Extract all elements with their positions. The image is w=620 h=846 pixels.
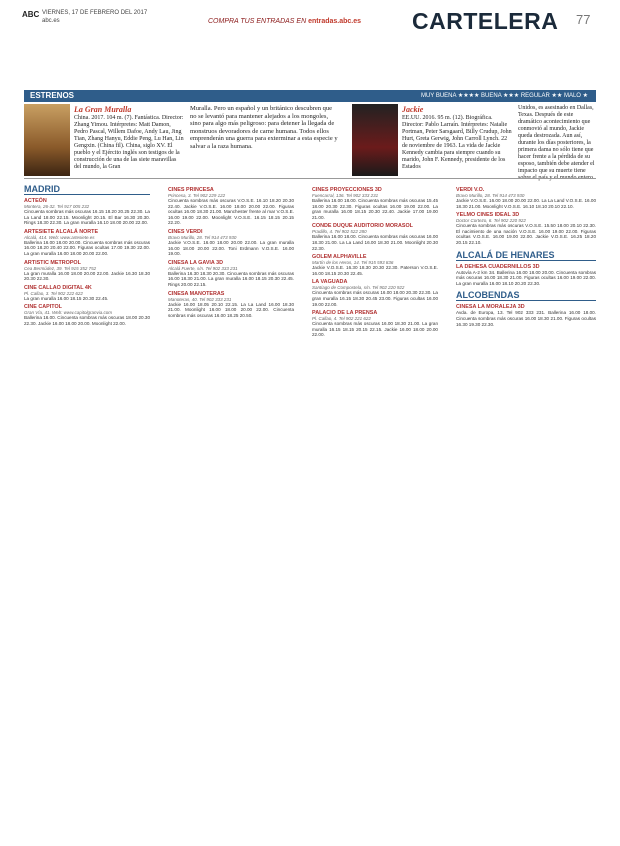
cinema-name: VERDI V.O. bbox=[456, 187, 485, 193]
film-blurb-1: Muralla. Pero un español y un británico descubren que no se levantó para mantener alejados a los mongoles, sino para algo más peligroso: para detener la llegada de monstruos devoradores de carne humana. Todos ellos emprenderán una guerra para exterminar a esta especie y salvar a la raza humana. bbox=[190, 105, 338, 150]
cinema-name: ARTESIETE ALCALÁ NORTE bbox=[24, 228, 99, 235]
film-title: Jackie bbox=[402, 105, 424, 114]
cinema-name: CINESA LA GAVIA 3D bbox=[168, 259, 224, 266]
film-card-1 bbox=[74, 105, 184, 171]
showtimes: Jackie V.O.S.E. 16.00 18.00 20.00 22.00. La gran muralla 16.00 18.00 20.00 22.00. Toni Erdmann V.O.S.E. 16.00 19.00. bbox=[168, 239, 294, 257]
cinema-address: Santiago de Compostela, s/n. Tel 902 220 922 bbox=[312, 285, 405, 291]
issue-date: VIERNES, 17 DE FEBRERO DEL 2017 bbox=[42, 10, 148, 16]
listing-column-2 bbox=[168, 184, 294, 318]
showtimes: Cincuenta sombras más oscuras V.O.S.E. 15.50 18.00 20.10 22.30. El nacimiento de una nación V.O.S.E. 16.00 19.00 22.00. Figuras ocultas V.O.S.E. 16.00 19.00 22.00. Jackie V.O.S.E. 16.25 18.20 20.15 22.10. bbox=[456, 223, 596, 245]
cinema-name: CINESA LA MORALEJA 3D bbox=[456, 304, 525, 311]
premieres-label: ESTRENOS bbox=[30, 91, 75, 100]
cinema-name: CINES PRINCESA bbox=[168, 187, 214, 193]
cinema-name: CINESA MANOTERAS bbox=[168, 290, 225, 297]
film-info: China. 2017. 104 m. (7). Fantástica. Director: Zhang Yimou. Intérpretes: Matt Damon, Pedro Pascal, Willem Dafoe, Andy Lau, Jing Tian, Zhang Hanyu, Eddie Peng, Lu Han, Lin Gengxin. (China fil). China, siglo XV. El pueblo y el Ejército inglés son testigos de la construcción de una de las siete maravillas del mundo, la Gran bbox=[74, 115, 184, 170]
film-title: La Gran Muralla bbox=[74, 105, 132, 114]
cinema-address: Fuencarral, 136. Tel 902 333 231 bbox=[312, 193, 379, 198]
film-poster-1 bbox=[24, 104, 70, 176]
showtimes: Ballerina 16.00 18.00. Cincuenta sombras más oscuras 15.45 18.00 20.30 22.30. Figuras ocultas 16.00 19.00 22.00. La gran muralla 16.00 18.15 20.30 22.40. Jackie 17.00 19.00 21.00. bbox=[312, 198, 438, 220]
film-info: EE.UU. 2016. 95 m. (12). Biográfica. Director: Pablo Larraín. Intérpretes: Natalie Portman, Peter Sarsgaard, Billy Crudup, John Hurt, Greta Gerwig, John Carroll Lynch. 22 de noviembre de 1963. La vida de Jackie Kennedy cambia para siempre cuando su marido, John F. Kennedy, presidente de los Estados bbox=[402, 115, 512, 170]
ticket-promo[interactable]: COMPRA TUS ENTRADAS EN entradas.abc.es bbox=[208, 18, 362, 25]
cinema-name: LA VAGUADA bbox=[312, 279, 348, 286]
showtimes: Autovía A-2 km 34. Ballerina 16.00 18.00 20.00. Cincuenta sombras más oscuras 16.00 18.30 21.00. Figuras ocultas 16.00 19.00 22.00. La gran muralla 16.00 18.10 20.20 22.30. bbox=[456, 269, 596, 286]
cinema-address: Bravo Murillo, 28. Tel 914 473 930 bbox=[168, 234, 237, 240]
showtimes: Jackie V.O.S.E. 16.00 18.00 20.00 22.00. La La Land V.O.S.E. 16.00 18.30 21.00. Moonlight V.O.S.E. 16.10 18.10 20.10 22.10. bbox=[456, 198, 596, 209]
page-number: 77 bbox=[576, 12, 591, 27]
newspaper-logo: ABC bbox=[22, 10, 40, 19]
showtimes: La gran muralla 16.00 18.15 20.30 22.45. bbox=[24, 295, 109, 301]
showtimes: Ballerina 16.00. Cincuenta sombras más oscuras 18.00 20.30 22.30. Jackie 16.00 18.00 20.00. Moonlight 22.00. bbox=[24, 315, 150, 326]
showtimes: Cincuenta sombras más oscuras 16.15 18.20 20.25 22.30. La La Land 18.00 22.15. Moonlight 20.15. El Bar 16.30 20.30. Rings 18.30 22.30. La gran muralla 16.10 18.00 20.00 22.00. bbox=[24, 209, 150, 226]
film-poster-2 bbox=[352, 104, 398, 176]
cinema-address: Montera, 26-32. Tel 917 005 232 bbox=[24, 204, 90, 209]
showtimes: Jackie 16.00 18.05 20.10 22.15. La La Land 16.00 18.30 21.00. Moonlight 16.00 18.00 20.00 22.00. Cincuenta sombras más oscuras 16.00 18.25 20.50. bbox=[168, 301, 294, 318]
listing-column-1 bbox=[24, 184, 150, 327]
section-title: CARTELERA bbox=[412, 8, 559, 34]
cinema-address: Bravo Murillo, 28. Tel 914 473 930 bbox=[456, 193, 525, 198]
cinema-name: YELMO CINES IDEAL 3D bbox=[456, 212, 520, 219]
showtimes: Ballerina 16.00 18.00. Cincuenta sombras más oscuras 16.00 18.30 21.00. La La Land 16.00 18.30 21.00. Moonlight 20.30 22.30. bbox=[312, 234, 438, 251]
cinema-name: GOLEM ALPHAVILLE bbox=[312, 254, 367, 261]
cinema-name: PALACIO DE LA PRENSA bbox=[312, 310, 378, 317]
cinema-address: Cea Bermúdez, 39. Tel 915 352 752 bbox=[24, 265, 97, 271]
site-name: abc.es bbox=[42, 18, 60, 24]
cinema-address: Gran Vía, 41. Web: www.capitolgranvia.com bbox=[24, 310, 112, 316]
cinema-name: CINES PROYECCIONES 3D bbox=[312, 187, 382, 193]
showtimes: Ballerina 16.30 18.30 20.30. Cincuenta sombras más oscuras 16.00 18.30 21.00. La gran muralla 16.00 18.15 20.30 22.45. Rings 20.00 22.15. bbox=[168, 270, 294, 287]
cinema-name: CINES VERDI bbox=[168, 228, 203, 235]
showtimes: Avda. de Europa, 13. Tel 902 333 231. Ballerina 16.00 18.00. Cincuenta sombras más oscuras 16.00 18.30 21.00. Figuras ocultas 16.30 19.30 22.30. bbox=[456, 310, 596, 327]
cinema-name: CINE CALLAO DIGITAL 4K bbox=[24, 284, 92, 291]
showtimes: Cincuenta sombras más oscuras V.O.S.E. 16.10 18.20 20.30 22.40. Jackie V.O.S.E. 16.00 18.00 20.00 22.00. Figuras ocultas 16.00 18.30 21.00. Manchester frente al mar V.O.S.E. 16.00 19.00 22.00. Moonlight V.O.S.E. 16.15 18.15 20.15 22.20. bbox=[168, 198, 294, 226]
page-header bbox=[0, 0, 620, 60]
cinema-address: Princesa, 3. Tel 902 229 122 bbox=[168, 193, 226, 198]
showtimes: Cincuenta sombras más oscuras 16.00 18.00 20.30 22.30. La gran muralla 16.15 18.30 20.45 23.00. Figuras ocultas 16.00 19.00 22.00. bbox=[312, 290, 438, 307]
city-heading: ALCOBENDAS bbox=[456, 290, 596, 301]
divider bbox=[24, 178, 596, 179]
cinema-name: ACTEÓN bbox=[24, 198, 47, 204]
listing-column-3 bbox=[312, 184, 438, 338]
showtimes: Jackie V.O.S.E. 16.30 18.30 20.30 22.30. Paterson V.O.S.E. 16.00 18.15 20.30 22.45. bbox=[312, 265, 438, 276]
showtimes: Cincuenta sombras más oscuras 16.00 18.30 21.00. La gran muralla 16.15 18.15 20.15 22.15. Jackie 16.00 18.00 20.00 22.00. bbox=[312, 321, 438, 338]
city-heading: MADRID bbox=[24, 184, 150, 195]
cinema-address: Alcalá, 414. Web: www.artesiete.es bbox=[24, 234, 95, 240]
cinema-name: CONDE DUQUE AUDITORIO MORASOL bbox=[312, 223, 413, 230]
film-card-2 bbox=[402, 105, 512, 171]
premieres-bar bbox=[24, 90, 596, 102]
cinema-address: Manoteras, 40. Tel 902 333 231 bbox=[168, 296, 232, 302]
city-heading: ALCALÁ DE HENARES bbox=[456, 250, 596, 261]
cinema-address: Pl. Callao, 4. Tel 902 221 622 bbox=[312, 316, 371, 322]
listing-column-4 bbox=[456, 184, 596, 327]
showtimes: La gran muralla 16.00 18.00 20.00 22.00. Jackie 16.30 18.30 20.30 22.30. bbox=[24, 270, 150, 282]
rating-legend: MUY BUENA ★★★★ BUENA ★★★ REGULAR ★★ MALO ★ bbox=[420, 93, 588, 99]
cinema-name: ARTISTIC METROPOL bbox=[24, 259, 81, 266]
cinema-address: Doctor Cortezo, 6. Tel 902 220 922 bbox=[456, 218, 526, 224]
cinema-address: Alcalá Fuerte, s/n. Tel 902 333 231 bbox=[168, 265, 238, 271]
showtimes: Ballerina 16.00 18.00 20.00. Cincuenta sombras más oscuras 16.00 18.20 20.40 22.00. Figuras ocultas 17.00 19.30 22.00. La gran muralla 16.00 18.00 20.00 22.00. bbox=[24, 239, 150, 256]
cinema-address: Pl. Callao, 3. Tel 902 222 622 bbox=[24, 290, 83, 296]
film-blurb-2: Unidos, es asesinado en Dallas, Texas. Después de este dramático acontecimiento que conmovió al mundo, Jackie queda destrozada. Aun así, durante los días posteriores, la primera dama no sólo tiene que hacer frente a la pérdida de su esposo, también debe atender el impacto que su muerte tiene bbox=[518, 105, 595, 174]
cinema-address: Martín de los Heros, 14. Tel 915 593 836 bbox=[312, 260, 394, 266]
cinema-address: Pradillo, 4. Tel 902 522 280 bbox=[312, 229, 367, 235]
cinema-name: LA DEHESA CUADERNILLOS 3D bbox=[456, 263, 540, 270]
cinema-name: CINE CAPITOL bbox=[24, 304, 62, 311]
